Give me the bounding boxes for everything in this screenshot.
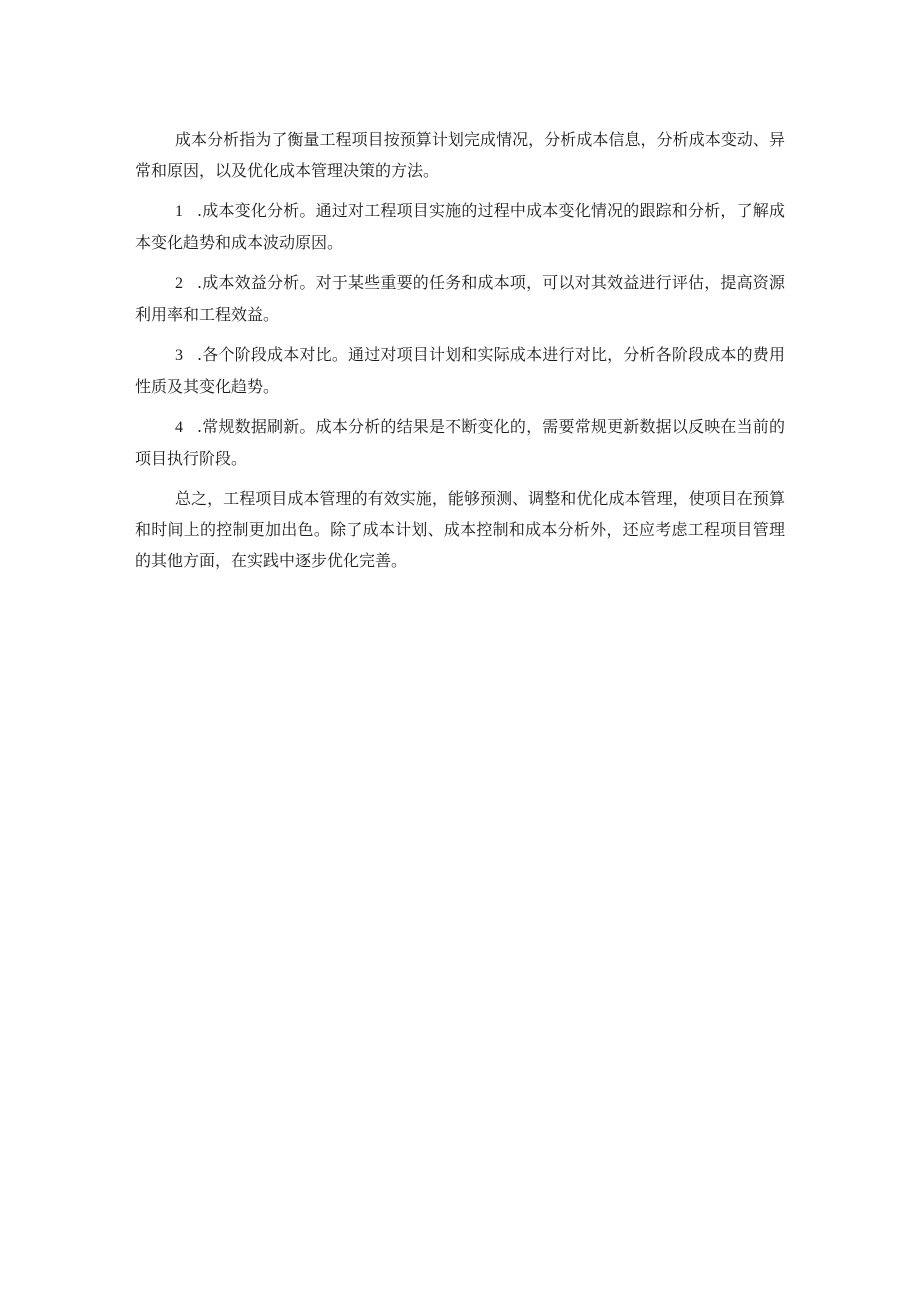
list-item — [135, 339, 785, 402]
list-item-number: 1 — [175, 203, 183, 220]
document-body — [135, 124, 785, 585]
list-item — [135, 195, 785, 258]
list-item-number: 4 — [175, 419, 183, 436]
list-item-number: 2 — [175, 275, 183, 292]
list-item — [135, 267, 785, 330]
list-item — [135, 411, 785, 474]
intro-paragraph: 成本分析指为了衡量工程项目按预算计划完成情况，分析成本信息，分析成本变动、异常和原因，以及优化成本管理决策的方法。 — [135, 130, 785, 180]
list-item-text: .成本效益分析。对于某些重要的任务和成本项，可以对其效益进行评估，提高资源利用率和工程效益。 — [135, 273, 785, 324]
list-item-text: .各个阶段成本对比。通过对项目计划和实际成本进行对比，分析各阶段成本的费用性质及其变化趋势。 — [135, 345, 785, 396]
list-item-number: 3 — [175, 347, 183, 364]
list-item-text: .常规数据刷新。成本分析的结果是不断变化的，需要常规更新数据以反映在当前的项目执行阶段。 — [135, 417, 785, 468]
conclusion-paragraph: 总之，工程项目成本管理的有效实施，能够预测、调整和优化成本管理，使项目在预算和时间上的控制更加出色。除了成本计划、成本控制和成本分析外，还应考虑工程项目管理的其他方面，在实践中逐步优化完善。 — [135, 489, 785, 570]
list-item-text: .成本变化分析。通过对工程项目实施的过程中成本变化情况的跟踪和分析，了解成本变化趋势和成本波动原因。 — [135, 201, 785, 252]
